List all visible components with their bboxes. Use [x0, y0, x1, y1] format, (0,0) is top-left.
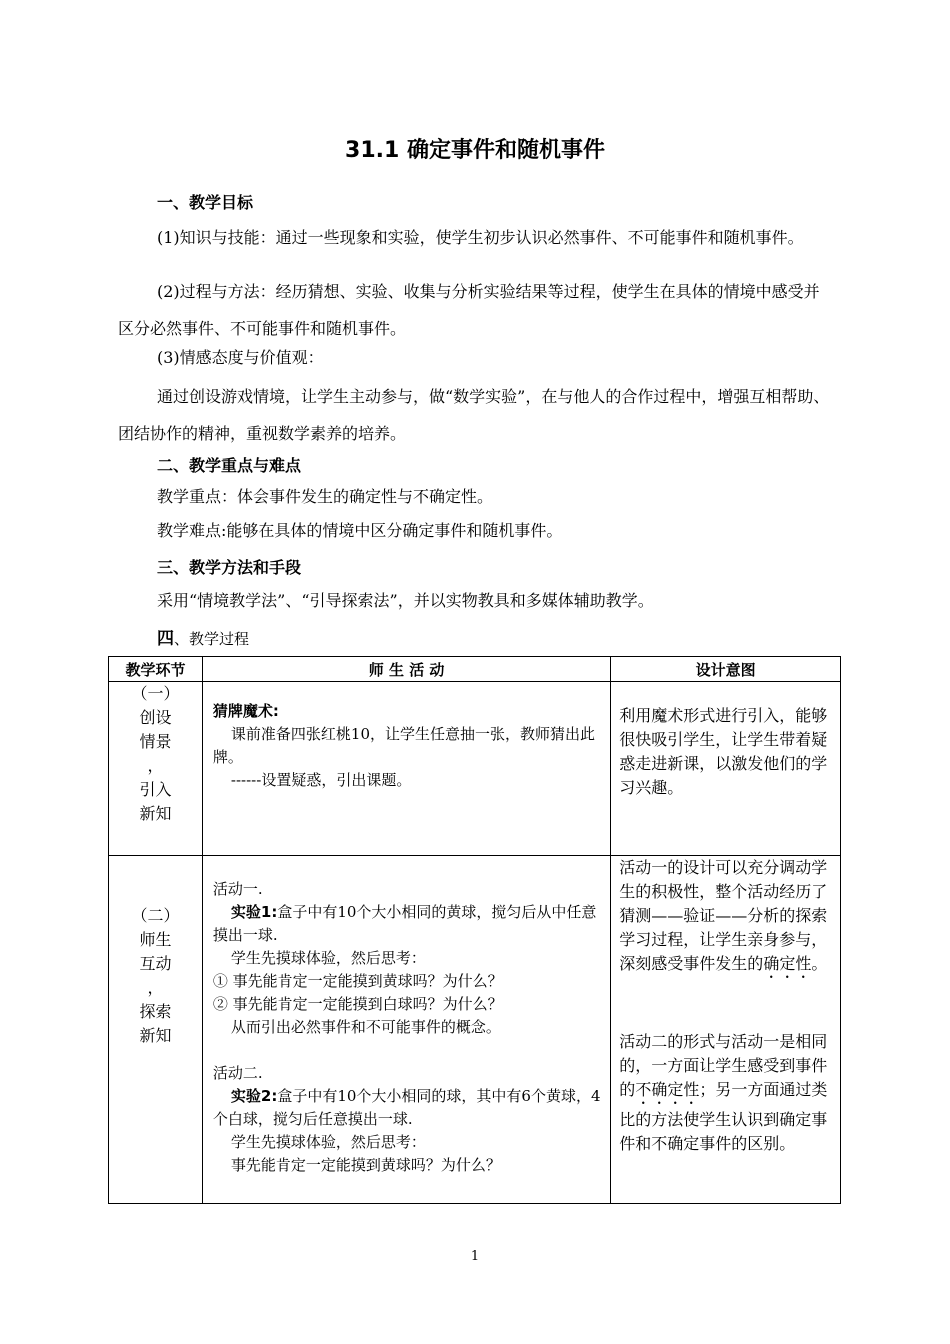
table-row [109, 856, 841, 1204]
intent-cell: 利用魔术形式进行引入，能够很快吸引学生，让学生带着疑惑走进新课，以激发他们的学习兴趣。 [611, 682, 841, 856]
section-3-heading: 三、教学方法和手段 [157, 558, 302, 577]
intent-cell [611, 856, 841, 1204]
page-number: 1 [470, 1249, 480, 1264]
key-point: 教学重点：体会事件发生的确定性与不确定性。 [157, 487, 494, 506]
think-2: 学生先摸球体验，然后思考： [230, 1133, 426, 1151]
activity-2-title: 活动二. [212, 1064, 263, 1082]
objective-knowledge: (1)知识与技能：通过一些现象和实验，使学生初步认识必然事件、不可能事件和随机事件。 [157, 228, 804, 247]
section-1-heading: 一、教学目标 [157, 193, 254, 212]
activity-cell [202, 682, 610, 856]
magic-desc: 课前准备四张红桃10，让学生任意抽一张，教师猜出此牌。 [212, 725, 595, 766]
stage-cell: （二） 师生 互动 ， 探索 新知 [109, 856, 203, 1204]
page-title: 31.1 确定事件和随机事件 [345, 138, 605, 163]
table-header-row [109, 657, 841, 682]
conclusion-1: 从而引出必然事件和不可能事件的概念。 [230, 1018, 501, 1036]
question-2: ② 事先能肯定一定能摸到白球吗？为什么？ [212, 995, 503, 1013]
question-1: ① 事先能肯定一定能摸到黄球吗？为什么？ [212, 972, 503, 990]
header-intent: 设计意图 [611, 657, 841, 682]
header-stage: 教学环节 [109, 657, 203, 682]
activity-1-title: 活动一. [212, 880, 263, 898]
stage-cell: （一） 创设 情景 ， 引入 新知 [109, 682, 203, 856]
intent-activity-2: 活动二的形式与活动一是相同的，一方面让学生感受到事件的不确定性；另一方面通过类比的方法使学生认识到确定事件和不确定事件的区别。 [619, 1032, 828, 1153]
question-3: 事先能肯定一定能摸到黄球吗？为什么？ [230, 1156, 501, 1174]
objective-process: (2)过程与方法：经历猜想、实验、收集与分析实验结果等过程，使学生在具体的情境中感受并区分必然事件、不可能事件和随机事件。 [118, 282, 820, 338]
experiment-1: 实验1:盒子中有10个大小相同的黄球，搅匀后从中任意摸出一球. [212, 903, 597, 944]
header-activity: 师 生 活 动 [202, 657, 610, 682]
experiment-2: 实验2:盒子中有10个大小相同的球，其中有6个黄球，4个白球，搅匀后任意摸出一球. [212, 1087, 601, 1128]
section-2-heading: 二、教学重点与难点 [157, 456, 302, 475]
magic-title: 猜牌魔术: [212, 702, 279, 720]
objective-attitude-label: (3)情感态度与价值观： [157, 348, 324, 367]
intent-activity-1: 活动一的设计可以充分调动学生的积极性，整个活动经历了猜测——验证——分析的探索学习过程，让学生亲身参与，深刻感受事件发生的确定性。 [619, 858, 828, 973]
activity-cell [202, 856, 610, 1204]
objective-attitude: 通过创设游戏情境，让学生主动参与，做“数学实验”，在与他人的合作过程中，增强互相帮助、团结协作的精神，重视数学素养的培养。 [118, 387, 830, 443]
teaching-method: 采用“情境教学法”、“引导探索法”，并以实物教具和多媒体辅助教学。 [157, 591, 654, 610]
section-4-heading: 四、教学过程 [157, 629, 250, 649]
table-row [109, 682, 841, 856]
think-1: 学生先摸球体验，然后思考： [230, 949, 426, 967]
difficult-point: 教学难点:能够在具体的情境中区分确定事件和随机事件。 [157, 521, 563, 540]
teaching-process-table [108, 656, 841, 1204]
magic-note: ------设置疑惑，引出课题。 [230, 771, 412, 789]
